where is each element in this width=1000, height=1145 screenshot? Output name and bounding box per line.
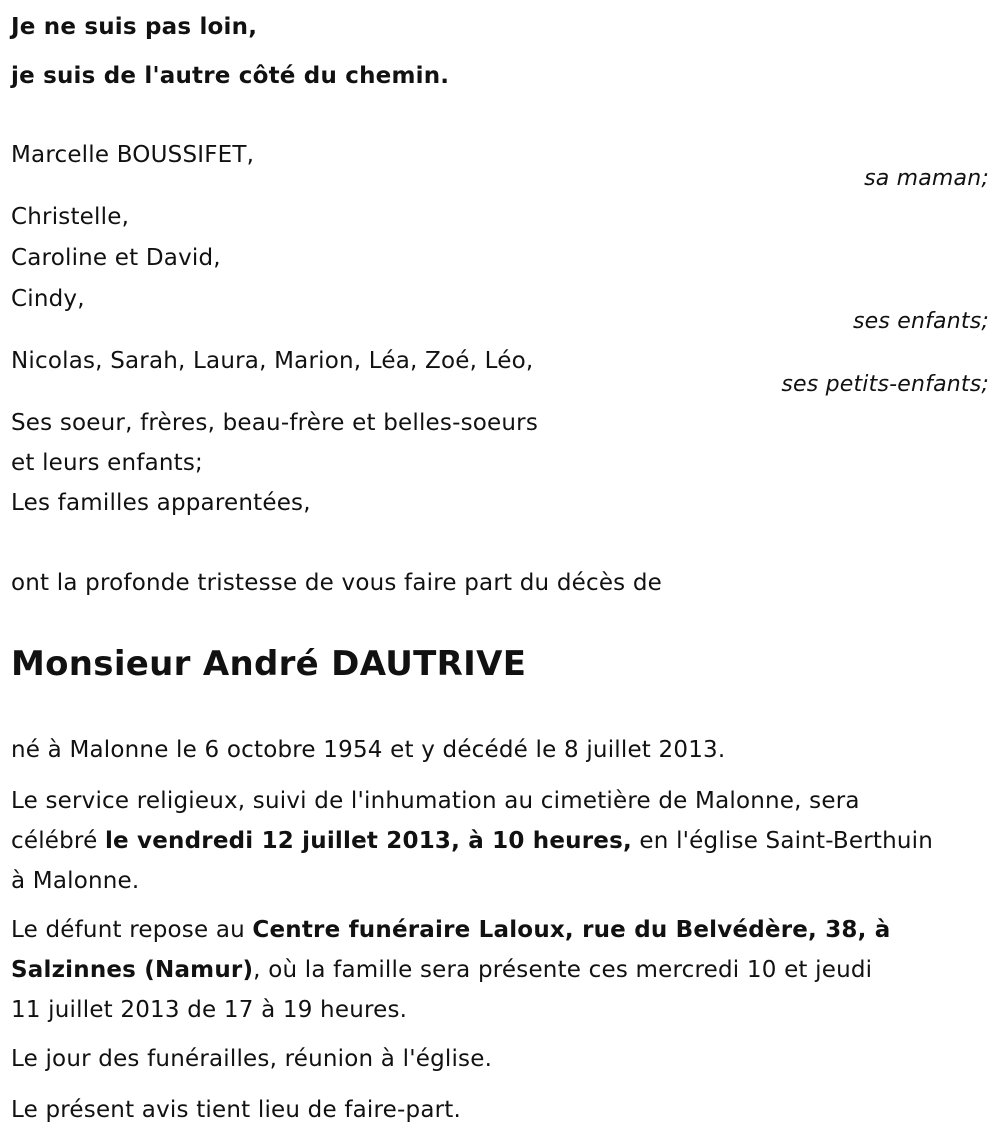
repose-line-3: 11 juillet 2013 de 17 à 19 heures. bbox=[11, 997, 408, 1023]
service-church: en l'église Saint-Berthuin bbox=[631, 828, 934, 854]
mother-role: sa maman; bbox=[864, 166, 989, 191]
repose-visit-text: , où la famille sera présente ces mercredi 10 et jeudi bbox=[253, 957, 873, 983]
grandchildren-role: ses petits-enfants; bbox=[781, 372, 989, 397]
repose-line-2 bbox=[11, 959, 872, 982]
notice-line: Le présent avis tient lieu de faire-part. bbox=[11, 1097, 462, 1123]
siblings-line: Les familles apparentées, bbox=[11, 490, 311, 516]
children-role: ses enfants; bbox=[852, 309, 989, 334]
deceased-name: Monsieur André DAUTRIVE bbox=[11, 644, 527, 684]
funeral-day-line: Le jour des funérailles, réunion à l'église. bbox=[11, 1046, 493, 1072]
siblings-line: et leurs enfants; bbox=[11, 450, 203, 476]
epigraph-line-1: Je ne suis pas loin, bbox=[11, 14, 258, 40]
child-name: Christelle, bbox=[11, 204, 130, 230]
mother-name: Marcelle BOUSSIFET, bbox=[11, 142, 255, 168]
service-line-1: Le service religieux, suivi de l'inhumation au cimetière de Malonne, sera bbox=[11, 788, 860, 814]
birth-death-line: né à Malonne le 6 octobre 1954 et y décédé le 8 juillet 2013. bbox=[11, 737, 726, 763]
repose-city: Salzinnes (Namur) bbox=[11, 957, 254, 983]
service-date: le vendredi 12 juillet 2013, à 10 heures, bbox=[104, 828, 632, 854]
service-line-2 bbox=[11, 830, 933, 853]
repose-line-1 bbox=[11, 919, 890, 942]
service-text: célébré bbox=[11, 828, 105, 854]
repose-text: Le défunt repose au bbox=[11, 917, 253, 943]
grandchildren-names: Nicolas, Sarah, Laura, Marion, Léa, Zoé, Léo, bbox=[11, 348, 534, 374]
child-name: Cindy, bbox=[11, 286, 85, 312]
repose-location: Centre funéraire Laloux, rue du Belvédère, 38, à bbox=[252, 917, 891, 943]
child-name: Caroline et David, bbox=[11, 245, 221, 271]
epigraph-line-2: je suis de l'autre côté du chemin. bbox=[11, 63, 450, 89]
service-line-3: à Malonne. bbox=[11, 868, 140, 894]
announcement: ont la profonde tristesse de vous faire part du décès de bbox=[11, 570, 663, 596]
siblings-line: Ses soeur, frères, beau-frère et belles-soeurs bbox=[11, 410, 539, 436]
